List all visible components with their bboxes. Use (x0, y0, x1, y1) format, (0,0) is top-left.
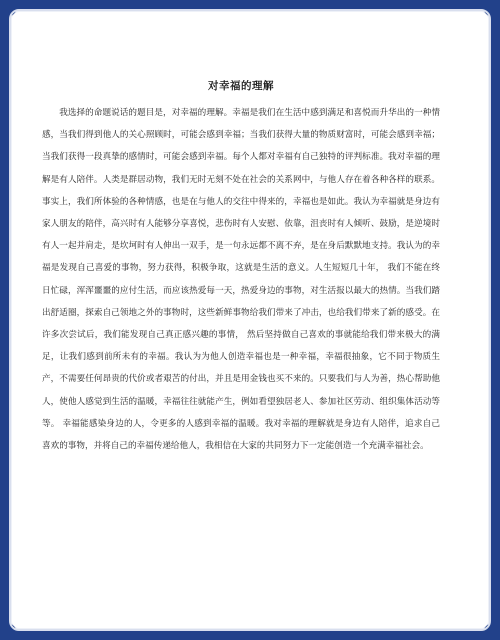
essay-content (42, 78, 440, 457)
border-corner-ornament (9, 9, 18, 18)
border-corner-ornament (482, 9, 491, 18)
border-corner-ornament (9, 622, 18, 631)
essay-title: 对幸福的理解 (208, 80, 274, 92)
essay-paragraph: 我选择的命题说话的题目是，对幸福的理解。幸福是我们在生活中感到满足和喜悦而升华出的一种情感，当我们得到他人的关心照顾时，可能会感到幸福；当我们获得大量的物质财富时，可能会感到幸福；当我们获得一段真挚的感情时，可能会感到幸福。每个人都对幸福有自己独特的评判标准。我对幸福的理解是有人陪伴。人类是群居动物，我们无时无刻不处在社会的关系网中，与他人存在着各种各样的联系。事实上，我们所体验的各种情感，也是在与他人的交往中得来的，幸福也是如此。我认为幸福就是身边有家人朋友的陪伴，高兴时有人能够分享喜悦，悲伤时有人安慰、依靠，沮丧时有人倾听、鼓励，是逆境时有人一起并肩走，是坎坷时有人伸出一双手，是一句永远都不离不弃，是在身后默默地支持。我认为的幸福是发现自己喜爱的事物，努力获得，积极争取，这就是生活的意义。人生短短几十年， 我们不能在终日忙碌，浑浑噩噩的应付生活，而应该热爱每一天，热爱身边的事物，对生活报以最大的热情。当我们踏出舒适圈，探索自己领地之外的事物时，这些新鲜事物给我们带来了冲击，也给我们带来了新的感受。在许多次尝试后，我们能发现自己真正感兴趣的事情， 然后坚持做自己喜欢的事就能给我们带来极大的满足，让我们感到前所未有的幸福。我认为为他人创造幸福也是一种幸福，幸福很抽象，它不同于物质生产，不需要任何昂贵的代价或者艰苦的付出，并且是用金钱也买不来的。只要我们与人为善，热心帮助他人，使他人感觉到生活的温暖，幸福往往就能产生，例如看望独居老人、参加社区劳动、组织集体活动等等。 幸福能感染身边的人，令更多的人感到幸福的温暖。我对幸福的理解就是身边有人陪伴，追求自己喜欢的事物，并将自己的幸福传递给他人，我相信在大家的共同努力下一定能创造一个充满幸福社会。 (42, 108, 440, 452)
border-corner-ornament (482, 622, 491, 631)
